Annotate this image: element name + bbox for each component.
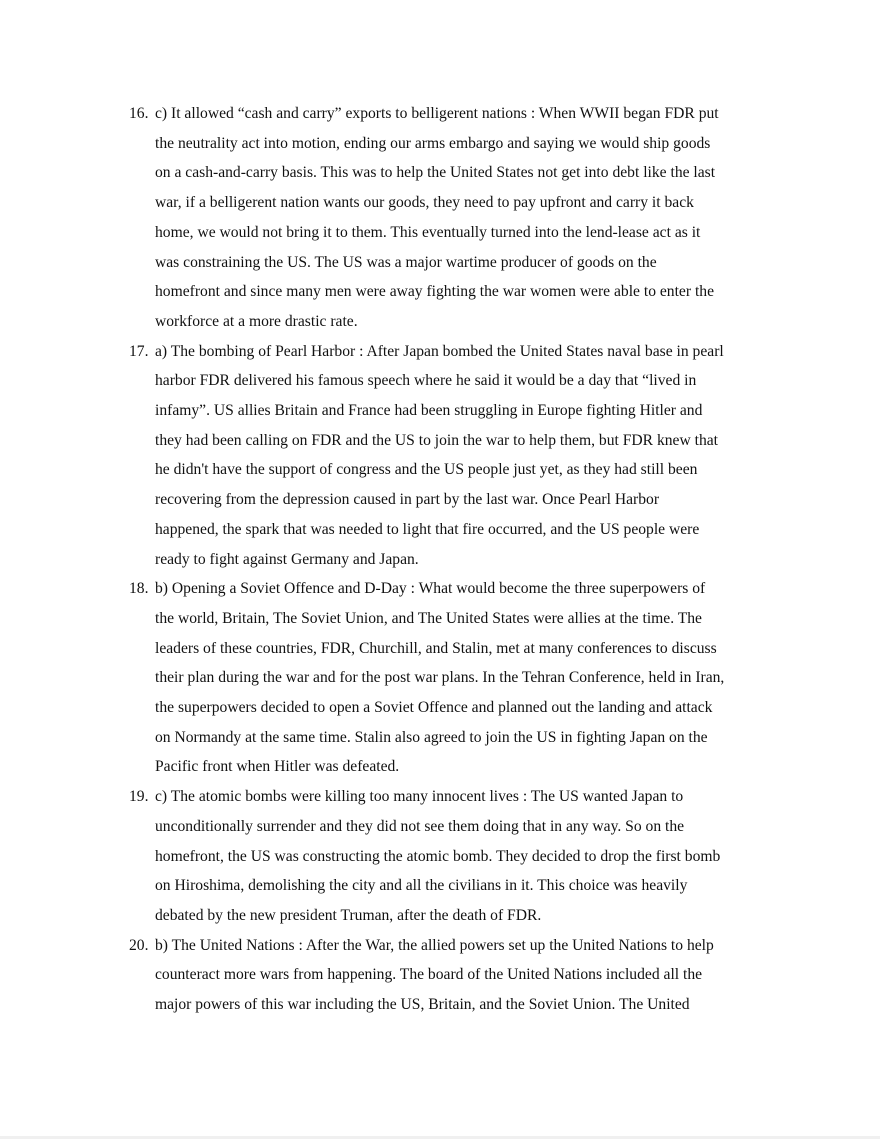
answer-item-16 bbox=[120, 99, 782, 337]
text-line: major powers of this war including the US, Britain, and the Soviet Union. The United bbox=[155, 996, 690, 1014]
text-line: unconditionally surrender and they did not see them doing that in any way. So on the bbox=[155, 817, 685, 835]
text-line: on Normandy at the same time. Stalin also agreed to join the US in fighting Japan on the bbox=[155, 728, 708, 746]
answer-list bbox=[120, 99, 782, 1020]
text-line: workforce at a more drastic rate. bbox=[155, 312, 358, 330]
item-number: 20. bbox=[129, 936, 149, 954]
text-line: happened, the spark that was needed to light that fire occurred, and the US people were bbox=[155, 520, 700, 538]
text-line: the world, Britain, The Soviet Union, and The United States were allies at the time. The bbox=[155, 609, 702, 627]
text-line: they had been calling on FDR and the US to join the war to help them, but FDR knew that bbox=[155, 431, 719, 449]
text-line: counteract more wars from happening. The board of the United Nations included all the bbox=[155, 966, 703, 984]
item-number: 19. bbox=[129, 788, 149, 806]
text-line: on Hiroshima, demolishing the city and all the civilians in it. This choice was heavily bbox=[155, 877, 688, 895]
answer-item-18 bbox=[120, 574, 782, 782]
text-line: the superpowers decided to open a Soviet Offence and planned out the landing and attack bbox=[155, 699, 713, 717]
text-line: he didn't have the support of congress and the US people just yet, as they had still been bbox=[155, 461, 698, 479]
text-line: harbor FDR delivered his famous speech where he said it would be a day that “lived in bbox=[155, 372, 697, 390]
text-line: the neutrality act into motion, ending our arms embargo and saying we would ship goods bbox=[155, 134, 711, 152]
item-number: 17. bbox=[129, 342, 149, 360]
item-text bbox=[155, 782, 782, 931]
text-line: recovering from the depression caused in part by the last war. Once Pearl Harbor bbox=[155, 491, 660, 509]
text-line: war, if a belligerent nation wants our goods, they need to pay upfront and carry it back bbox=[155, 194, 694, 212]
text-line: homefront and since many men were away fighting the war women were able to enter the bbox=[155, 283, 714, 301]
text-line: c) It allowed “cash and carry” exports to belligerent nations : When WWII began FDR put bbox=[155, 105, 719, 122]
text-line: ready to fight against Germany and Japan. bbox=[155, 550, 419, 568]
answer-item-19 bbox=[120, 782, 782, 931]
text-line: was constraining the US. The US was a major wartime producer of goods on the bbox=[155, 253, 657, 271]
answer-item-17 bbox=[120, 337, 782, 575]
item-text bbox=[155, 931, 782, 1020]
text-line: Pacific front when Hitler was defeated. bbox=[155, 758, 400, 776]
item-text bbox=[155, 337, 782, 575]
text-line: homefront, the US was constructing the atomic bomb. They decided to drop the first bomb bbox=[155, 847, 721, 865]
item-text bbox=[155, 99, 782, 337]
text-line: their plan during the war and for the post war plans. In the Tehran Conference, held in Iran, bbox=[155, 669, 725, 687]
item-text bbox=[155, 574, 782, 782]
text-line: infamy”. US allies Britain and France had been struggling in Europe fighting Hitler and bbox=[155, 402, 703, 420]
item-number: 16. bbox=[129, 105, 149, 122]
text-line: home, we would not bring it to them. This eventually turned into the lend-lease act as it bbox=[155, 223, 701, 241]
text-line: b) Opening a Soviet Offence and D-Day : What would become the three superpowers of bbox=[155, 580, 706, 598]
text-line: b) The United Nations : After the War, the allied powers set up the United Nations to help bbox=[155, 936, 714, 954]
text-line: c) The atomic bombs were killing too many innocent lives : The US wanted Japan to bbox=[155, 788, 684, 806]
item-number: 18. bbox=[129, 580, 149, 598]
text-line: leaders of these countries, FDR, Churchill, and Stalin, met at many conferences to discuss bbox=[155, 639, 717, 657]
text-line: a) The bombing of Pearl Harbor : After Japan bombed the United States naval base in pearl bbox=[155, 342, 724, 360]
text-line: on a cash-and-carry basis. This was to help the United States not get into debt like the last bbox=[155, 164, 716, 182]
answer-item-20 bbox=[120, 931, 782, 1020]
text-line: debated by the new president Truman, after the death of FDR. bbox=[155, 906, 542, 924]
